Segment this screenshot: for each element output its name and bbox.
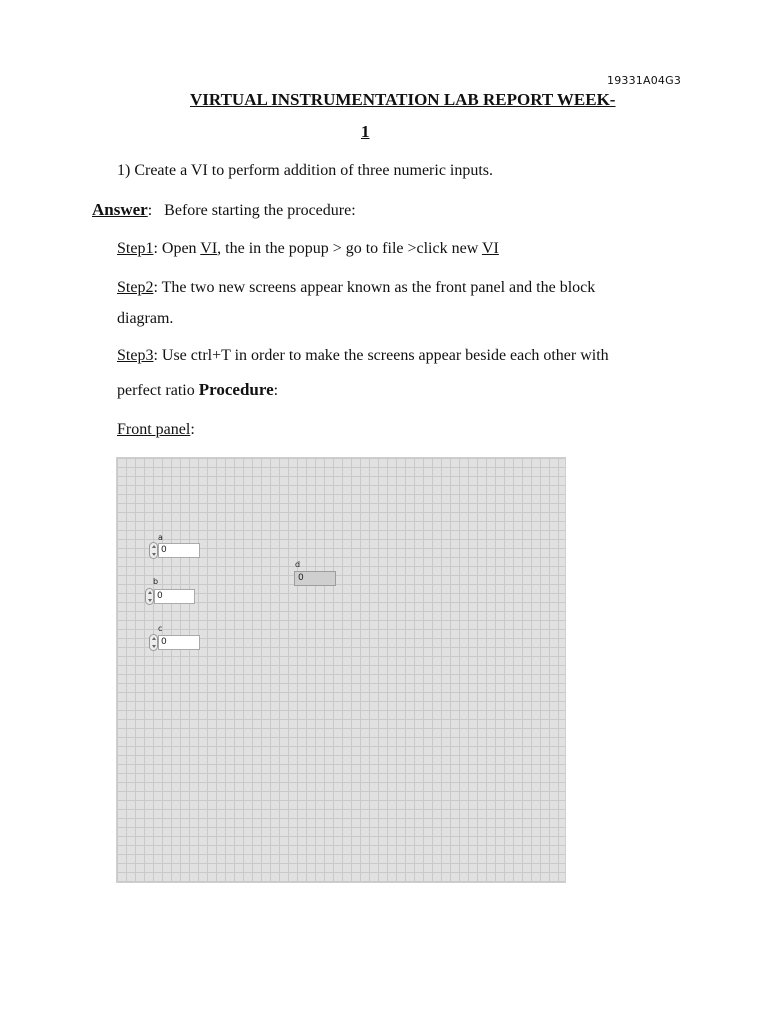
answer-colon: : — [147, 202, 153, 219]
front-panel-heading — [117, 421, 195, 439]
control-c-label: c — [158, 624, 163, 633]
question-text: 1) Create a VI to perform addition of three numeric inputs. — [117, 162, 494, 179]
step1-line — [117, 240, 499, 258]
front-panel-label: Front panel — [117, 421, 191, 438]
control-c-spinner[interactable] — [149, 634, 158, 651]
answer-label: Answer — [92, 200, 148, 219]
control-b-label: b — [153, 577, 159, 586]
indicator-d-label: d — [295, 560, 301, 569]
step1-text-a: : Open — [153, 240, 201, 257]
front-panel-colon: : — [190, 421, 195, 438]
step3-text: : Use ctrl+T in order to make the screens appear beside each other with — [153, 347, 609, 364]
indicator-d-display: 0 — [294, 571, 336, 586]
answer-text: Before starting the procedure: — [164, 202, 356, 219]
control-c-input[interactable]: 0 — [158, 635, 200, 650]
step3-label: Step3 — [117, 347, 154, 364]
step3-text-2: perfect ratio — [117, 382, 199, 399]
step1-vi-2: VI — [481, 240, 499, 257]
step2-text: : The two new screens appear known as the front panel and the block — [153, 279, 596, 296]
labview-front-panel — [116, 457, 566, 883]
procedure-colon: : — [273, 382, 279, 399]
report-week-number: 1 — [361, 122, 370, 141]
answer-line — [92, 200, 356, 220]
report-title: VIRTUAL INSTRUMENTATION LAB REPORT WEEK- — [190, 90, 616, 109]
step3-line — [117, 347, 609, 365]
control-b-spinner[interactable] — [145, 588, 154, 605]
roll-number: 19331A04G3 — [607, 74, 682, 87]
step2-label: Step2 — [117, 279, 154, 296]
control-a-input[interactable]: 0 — [158, 543, 200, 558]
step1-label: Step1 — [117, 240, 154, 257]
control-b-input[interactable]: 0 — [154, 589, 195, 604]
procedure-heading: Procedure — [198, 380, 274, 399]
step1-vi-1: VI — [200, 240, 218, 257]
step1-text-b: , the in the popup > go to file >click new — [217, 240, 482, 257]
step3-line-2 — [117, 380, 278, 400]
control-a-spinner[interactable] — [149, 542, 158, 559]
step2-line — [117, 279, 595, 297]
control-a-label: a — [158, 533, 163, 542]
step2-line-2: diagram. — [117, 310, 174, 327]
